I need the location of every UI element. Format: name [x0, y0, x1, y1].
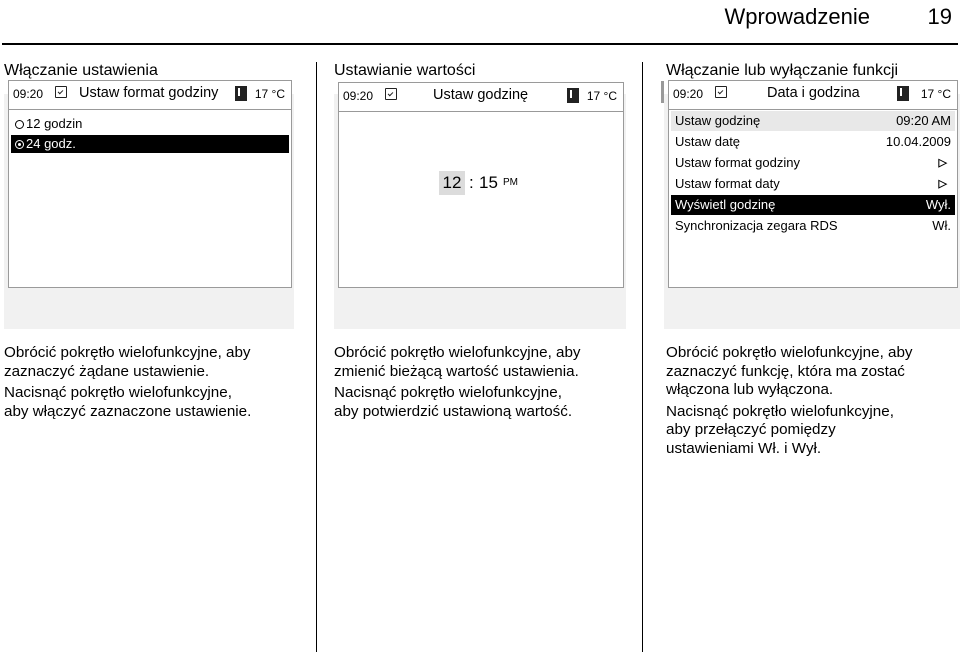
text-line: zaznaczyć funkcję, która ma zostać [666, 362, 905, 380]
menu-item-show-time[interactable] [671, 195, 955, 215]
text-line: włączona lub wyłączona. [666, 381, 834, 398]
text-line: aby potwierdzić ustawioną wartość. [334, 402, 573, 420]
text-line: zaznaczyć żądane ustawienie. [4, 362, 210, 380]
chevron-right-icon: ▷ [938, 178, 947, 190]
menu-item-label: Ustaw datę [675, 134, 741, 149]
instruction-text [4, 344, 251, 424]
paragraph [4, 344, 251, 381]
menu-item-value: Wł. [932, 218, 951, 233]
section-title: Wprowadzenie [724, 4, 870, 29]
menu-item-date-format[interactable] [671, 174, 955, 194]
paragraph [334, 384, 581, 421]
thermometer-icon [235, 86, 247, 101]
clock-icon [385, 88, 397, 100]
option-label: 12 godzin [26, 116, 83, 131]
screen-temperature: 17 °C [254, 87, 285, 101]
time-separator: : [469, 173, 474, 192]
page-number: 19 [927, 4, 952, 29]
menu-item-rds-sync[interactable] [671, 216, 955, 236]
hour-field[interactable]: 12 [439, 171, 465, 195]
menu-item-label: Ustaw format daty [675, 176, 780, 191]
paragraph [4, 384, 251, 421]
menu-item-value: 10.04.2009 [885, 134, 951, 149]
menu-item-label: Ustaw format godziny [675, 155, 800, 170]
column-heading: Włączanie ustawienia [4, 62, 158, 79]
screen-title: Data i godzina [767, 85, 860, 101]
ampm-indicator: PM [503, 177, 518, 188]
minute-field[interactable]: 15 [479, 173, 498, 192]
screen-status-bar [339, 83, 623, 112]
text-line: aby włączyć zaznaczone ustawienie. [4, 402, 252, 420]
screen-status-bar [669, 81, 957, 110]
option-label: 24 godz. [26, 136, 76, 151]
chevron-right-icon: ▷ [938, 157, 947, 169]
thermometer-icon [897, 86, 909, 101]
column-heading: Włączanie lub wyłączanie funkcji [666, 62, 899, 79]
paragraph [334, 344, 581, 381]
menu-item-time-format[interactable] [671, 153, 955, 173]
radio-on-icon [15, 140, 24, 149]
text-line: Nacisnąć pokrętło wielofunkcyjne, [4, 384, 232, 401]
instruction-text [666, 344, 913, 461]
radio-option-selected[interactable] [11, 135, 289, 153]
text-line: aby przełączyć pomiędzy [666, 421, 836, 438]
instruction-text [334, 344, 581, 424]
display-screen [668, 80, 958, 288]
clock-icon [55, 86, 67, 98]
radio-option[interactable] [11, 115, 289, 133]
column-divider [642, 62, 643, 652]
menu-item-label: Synchronizacja zegara RDS [675, 218, 838, 233]
text-line: Nacisnąć pokrętło wielofunkcyjne, [334, 384, 562, 401]
column-enable-setting [0, 46, 316, 653]
screen-clock: 09:20 [673, 87, 704, 101]
radio-off-icon [15, 120, 24, 129]
screen-clock: 09:20 [343, 89, 374, 103]
column-divider [316, 62, 317, 652]
screen-temperature: 17 °C [920, 87, 951, 101]
column-heading: Ustawianie wartości [334, 62, 476, 79]
display-screen [338, 82, 624, 288]
menu-item-value: Wył. [925, 197, 951, 212]
paragraph [666, 403, 913, 459]
header-divider [2, 43, 958, 45]
screen-status-bar [9, 81, 291, 110]
text-line: Obrócić pokrętło wielofunkcyjne, aby [4, 344, 251, 361]
menu-item-label: Ustaw godzinę [675, 113, 761, 128]
text-line: zmienić bieżącą wartość ustawienia. [334, 362, 579, 380]
thermometer-icon [567, 88, 579, 103]
text-line: ustawieniami Wł. i Wył. [666, 439, 822, 457]
menu-item-label: Wyświetl godzinę [675, 197, 776, 212]
paragraph [666, 344, 913, 400]
menu-item-set-date[interactable] [671, 132, 955, 152]
text-line: Obrócić pokrętło wielofunkcyjne, aby [666, 344, 913, 361]
text-line: Nacisnąć pokrętło wielofunkcyjne, [666, 402, 894, 420]
clock-icon [715, 86, 727, 98]
screen-clock: 09:20 [13, 87, 44, 101]
column-set-value [318, 46, 642, 653]
screen-title: Ustaw format godziny [79, 85, 219, 101]
column-toggle-function [644, 46, 960, 653]
page-header [0, 0, 960, 38]
screen-temperature: 17 °C [586, 89, 617, 103]
screen-title: Ustaw godzinę [433, 87, 529, 103]
scroll-indicator [661, 81, 664, 103]
menu-item-value: 09:20 AM [896, 113, 951, 128]
text-line: Obrócić pokrętło wielofunkcyjne, aby [334, 344, 581, 361]
menu-item-set-time[interactable] [671, 111, 955, 131]
display-screen [8, 80, 292, 288]
